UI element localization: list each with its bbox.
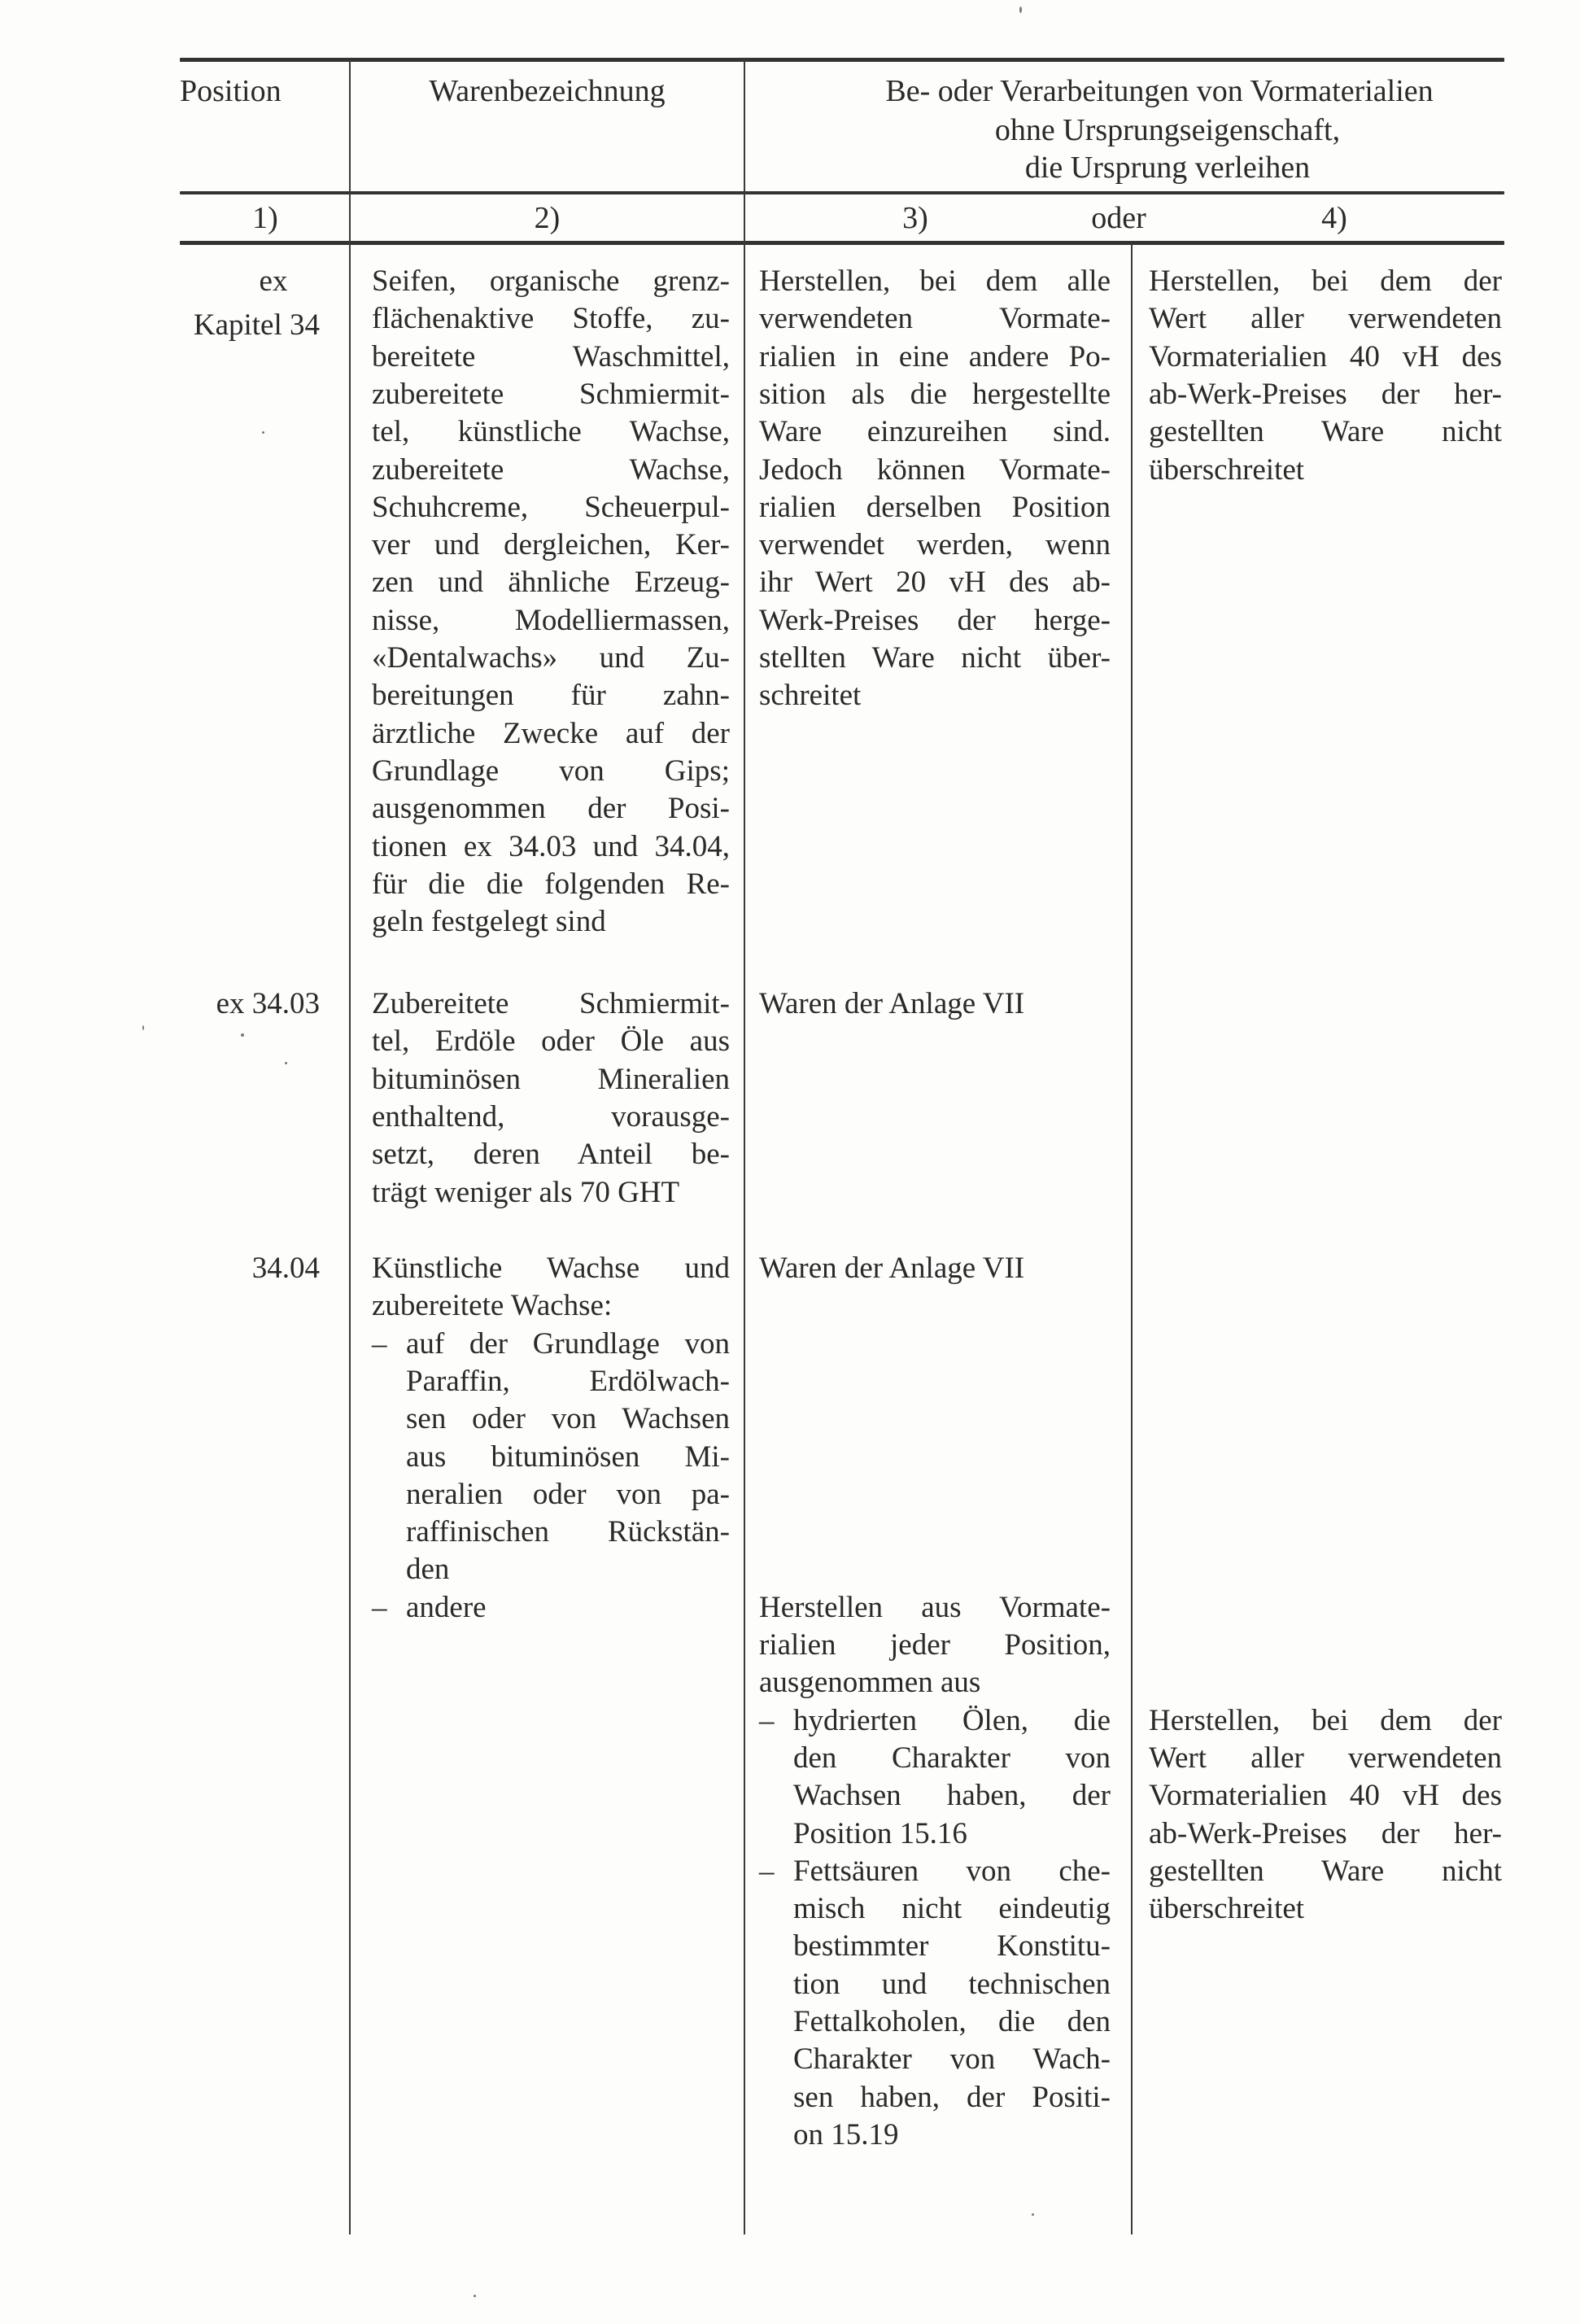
exception-line: bestimmter Konstitu- xyxy=(793,1929,1111,1964)
position-code: 34.04 xyxy=(251,1252,320,1285)
description-line: für die die folgenden Re- xyxy=(372,867,730,901)
rule-column-3-line: schreitet xyxy=(759,679,862,713)
description-line: zubereitete Schmiermit- xyxy=(372,377,730,411)
table-top-rule xyxy=(180,58,1504,62)
column-divider-1-2 xyxy=(349,59,351,2234)
description-line: Grundlage von Gips; xyxy=(372,754,730,788)
rule-column-3-line: stellten Ware nicht über- xyxy=(759,641,1111,675)
exception-line: sen haben, der Positi- xyxy=(793,2080,1111,2114)
rule-column-4-line: überschreitet xyxy=(1149,452,1305,487)
header-position: Position xyxy=(180,74,282,108)
rule-column-3-line: sition als die hergestellte xyxy=(759,377,1111,411)
subitem-description-line: den xyxy=(406,1553,450,1587)
rule-column-4-line: Wert aller verwendeten xyxy=(1149,1741,1502,1775)
exception-line: Position 15.16 xyxy=(793,1816,967,1850)
rule-column-4-line: Wert aller verwendeten xyxy=(1149,302,1502,336)
scan-speck xyxy=(142,1025,144,1030)
dash-bullet: – xyxy=(372,1326,387,1361)
header-processing-line-1: Be- oder Verarbeitungen von Vormaterialien xyxy=(885,74,1434,108)
description-line: trägt weniger als 70 GHT xyxy=(372,1175,680,1209)
position-code: ex xyxy=(259,264,288,298)
exception-line: Fettalkoholen, die den xyxy=(793,2005,1111,2038)
exception-line: misch nicht eindeutig xyxy=(793,1892,1111,1926)
subitem-description-line: raffinischen Rückstän- xyxy=(406,1515,730,1549)
rule-column-3-line: Waren der Anlage VII xyxy=(759,1252,1025,1285)
column-numbers-bottom-rule xyxy=(180,241,1504,245)
position-code: ex 34.03 xyxy=(216,987,320,1020)
rule-column-4-line: ab-Werk-Preises der her- xyxy=(1149,377,1502,411)
scan-speck xyxy=(474,2295,476,2297)
exception-line: on 15.19 xyxy=(793,2117,899,2151)
subitem-description-line: andere xyxy=(406,1590,487,1624)
dash-bullet: – xyxy=(759,1703,775,1737)
description-line: bereitete Waschmittel, xyxy=(372,339,730,374)
rule-column-3-line: rialien jeder Position, xyxy=(759,1628,1111,1662)
header-processing-line-3: die Ursprung verleihen xyxy=(1024,151,1311,185)
column-divider-2-3 xyxy=(744,59,745,2234)
rule-column-4-line: überschreitet xyxy=(1149,1892,1305,1926)
scan-speck xyxy=(1019,7,1022,13)
description-line: geln festgelegt sind xyxy=(372,905,606,939)
description-line: bituminösen Mineralien xyxy=(372,1062,730,1096)
description-line: Zubereitete Schmiermit- xyxy=(372,987,730,1020)
rule-column-4-line: ab-Werk-Preises der her- xyxy=(1149,1816,1502,1850)
description-line: Künstliche Wachse und xyxy=(372,1252,730,1285)
scan-speck xyxy=(262,431,264,434)
column-connector-oder: oder xyxy=(1091,201,1146,235)
rule-column-4-line: gestellten Ware nicht xyxy=(1149,415,1502,449)
subitem-description-line: Paraffin, Erdölwach- xyxy=(406,1364,730,1398)
scan-speck xyxy=(241,1033,244,1037)
dash-bullet: – xyxy=(759,1854,775,1888)
rule-column-3-line: verwendeten Vormate- xyxy=(759,302,1111,336)
rule-column-3-line: rialien in eine andere Po- xyxy=(759,339,1111,374)
description-line: ärztliche Zwecke auf der xyxy=(372,716,730,750)
rule-column-3-line: Ware einzureihen sind. xyxy=(759,415,1111,449)
rule-column-4-line: Herstellen, bei dem der xyxy=(1149,264,1502,298)
column-number-4: 4) xyxy=(1321,201,1347,235)
description-line: flächenaktive Stoffe, zu- xyxy=(372,302,730,336)
rule-column-4-line: Vormaterialien 40 vH des xyxy=(1149,339,1502,374)
description-line: zubereitete Wachse, xyxy=(372,452,730,487)
header-divider-rule xyxy=(180,191,1504,194)
description-line: «Dentalwachs» und Zu- xyxy=(372,641,730,675)
rule-column-4-line: Herstellen, bei dem der xyxy=(1149,1703,1502,1737)
description-line: bereitungen für zahn- xyxy=(372,679,730,713)
description-line: tel, künstliche Wachse, xyxy=(372,415,730,449)
subitem-description-line: aus bituminösen Mi- xyxy=(406,1439,730,1474)
rule-column-3-line: Herstellen, bei dem alle xyxy=(759,264,1111,298)
subitem-description-line: neralien oder von pa- xyxy=(406,1477,730,1511)
exception-line: Fettsäuren von che- xyxy=(793,1854,1111,1888)
description-line: enthaltend, vorausge- xyxy=(372,1099,730,1134)
description-line: nisse, Modelliermassen, xyxy=(372,603,730,637)
header-processing-line-2: ohne Ursprungseigenschaft, xyxy=(994,113,1341,147)
rule-column-3-line: Jedoch können Vormate- xyxy=(759,452,1111,487)
exception-line: tion und technischen xyxy=(793,1967,1111,2001)
description-line: ver und dergleichen, Ker- xyxy=(372,528,730,562)
scan-speck xyxy=(1032,2213,1034,2216)
description-line: Seifen, organische grenz- xyxy=(372,264,730,298)
description-line: zen und ähnliche Erzeug- xyxy=(372,566,730,600)
rule-column-3-line: rialien derselben Position xyxy=(759,490,1111,524)
rule-column-3-line: Herstellen aus Vormate- xyxy=(759,1590,1111,1624)
description-line: tel, Erdöle oder Öle aus xyxy=(372,1024,730,1059)
column-number-3: 3) xyxy=(902,201,928,235)
dash-bullet: – xyxy=(372,1590,387,1624)
rule-column-3-line: Werk-Preises der herge- xyxy=(759,603,1111,637)
rule-column-3-line: verwendet werden, wenn xyxy=(759,528,1111,562)
description-line: Schuhcreme, Scheuerpul- xyxy=(372,490,730,524)
subitem-description-line: sen oder von Wachsen xyxy=(406,1402,730,1436)
header-warenbezeichnung: Warenbezeichnung xyxy=(429,74,666,108)
rule-column-3-line: ausgenommen aus xyxy=(759,1666,981,1700)
description-line: zubereitete Wachse: xyxy=(372,1289,613,1323)
exception-line: den Charakter von xyxy=(793,1741,1111,1775)
column-number-2: 2) xyxy=(534,201,561,235)
exception-line: hydrierten Ölen, die xyxy=(793,1703,1111,1737)
exception-line: Wachsen haben, der xyxy=(793,1779,1111,1813)
description-line: ausgenommen der Posi- xyxy=(372,792,730,826)
position-code: Kapitel 34 xyxy=(193,308,320,342)
exception-line: Charakter von Wach- xyxy=(793,2042,1111,2077)
rule-column-4-line: Vormaterialien 40 vH des xyxy=(1149,1779,1502,1813)
rule-column-3-line: ihr Wert 20 vH des ab- xyxy=(759,566,1111,600)
subitem-description-line: auf der Grundlage von xyxy=(406,1326,730,1361)
description-line: tionen ex 34.03 und 34.04, xyxy=(372,829,730,863)
description-line: setzt, deren Anteil be- xyxy=(372,1138,730,1172)
rule-column-4-line: gestellten Ware nicht xyxy=(1149,1854,1502,1888)
column-divider-3-4 xyxy=(1131,243,1133,2234)
scan-speck xyxy=(285,1062,287,1064)
column-number-1: 1) xyxy=(252,201,278,235)
rule-column-3-line: Waren der Anlage VII xyxy=(759,987,1025,1020)
